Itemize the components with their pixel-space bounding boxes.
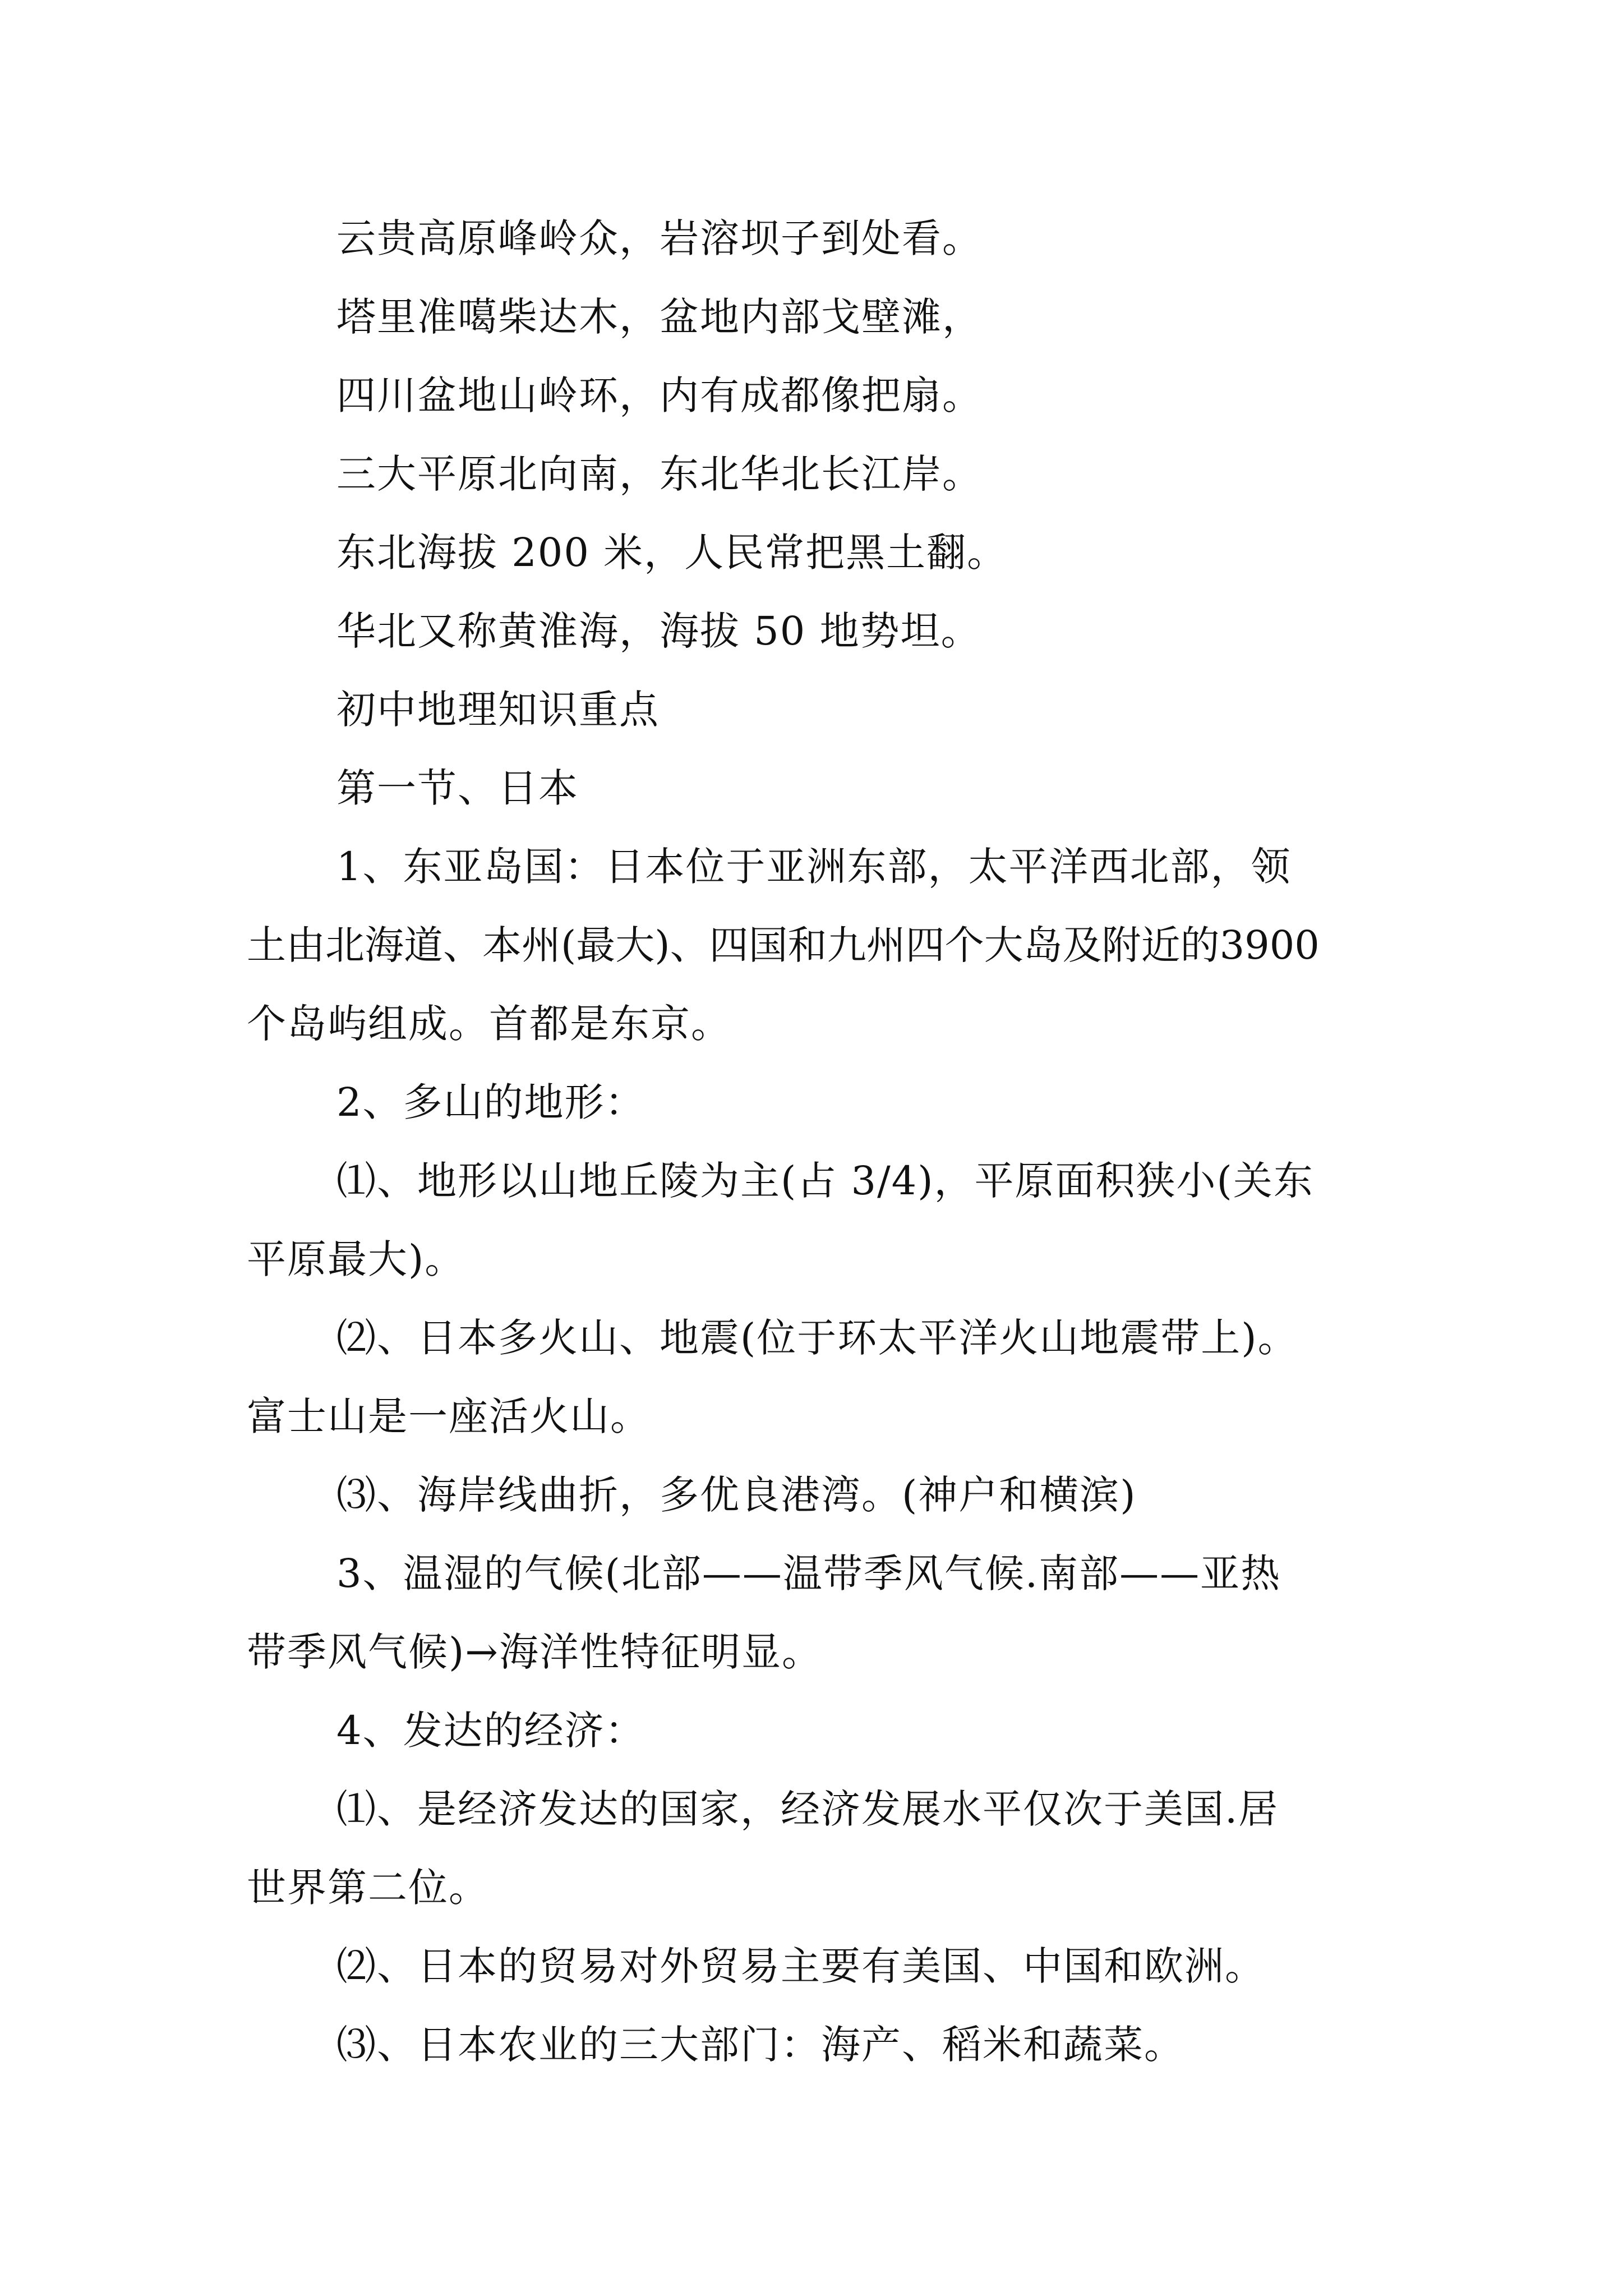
paragraph-1-line-1: 1、东亚岛国：日本位于亚洲东部，太平洋西北部，领 (336, 844, 1292, 890)
paragraph-2-item-1-line-2: 平原最大)。 (247, 1236, 465, 1282)
paragraph-4-heading: 4、发达的经济： (336, 1708, 645, 1754)
paragraph-2-item-2-line-2: 富士山是一座活火山。 (247, 1393, 651, 1439)
chapter-heading: 第一节、日本 (336, 765, 579, 811)
verse-line-4: 三大平原北向南，东北华北长江岸。 (336, 451, 983, 497)
verse-line-5: 东北海拔 200 米，人民常把黑土翻。 (336, 530, 1008, 576)
paragraph-4-item-3: ⑶、日本农业的三大部门：海产、稻米和蔬菜。 (336, 2022, 1184, 2068)
paragraph-3-line-1: 3、温湿的气候(北部——温带季风气候.南部——亚热 (336, 1550, 1281, 1596)
paragraph-2-item-2-line-1: ⑵、日本多火山、地震(位于环太平洋火山地震带上)。 (336, 1315, 1298, 1361)
section-heading: 初中地理知识重点 (336, 687, 660, 733)
paragraph-2-item-1-line-1: ⑴、地形以山地丘陵为主(占 3/4)，平原面积狭小(关东 (336, 1158, 1314, 1204)
paragraph-1-line-3: 个岛屿组成。首都是东京。 (247, 1001, 731, 1047)
paragraph-4-item-1-line-1: ⑴、是经济发达的国家，经济发展水平仅次于美国.居 (336, 1786, 1279, 1832)
paragraph-4-item-1-line-2: 世界第二位。 (247, 1865, 489, 1911)
paragraph-4-item-2: ⑵、日本的贸易对外贸易主要有美国、中国和欧洲。 (336, 1943, 1265, 1989)
verse-line-6: 华北又称黄淮海，海拔 50 地势坦。 (336, 608, 981, 654)
paragraph-3-line-2: 带季风气候)→海洋性特征明显。 (247, 1629, 822, 1675)
paragraph-2-heading: 2、多山的地形： (336, 1079, 645, 1125)
verse-line-2: 塔里准噶柴达木，盆地内部戈壁滩， (336, 294, 983, 340)
document-body (247, 199, 1385, 2084)
paragraph-1-line-2: 土由北海道、本州(最大)、四国和九州四个大岛及附近的3900 (247, 922, 1320, 968)
verse-line-3: 四川盆地山岭环，内有成都像把扇。 (336, 372, 983, 418)
paragraph-2-item-3: ⑶、海岸线曲折，多优良港湾。(神户和横滨) (336, 1472, 1137, 1518)
verse-line-1: 云贵高原峰岭众，岩溶坝子到处看。 (336, 215, 983, 261)
